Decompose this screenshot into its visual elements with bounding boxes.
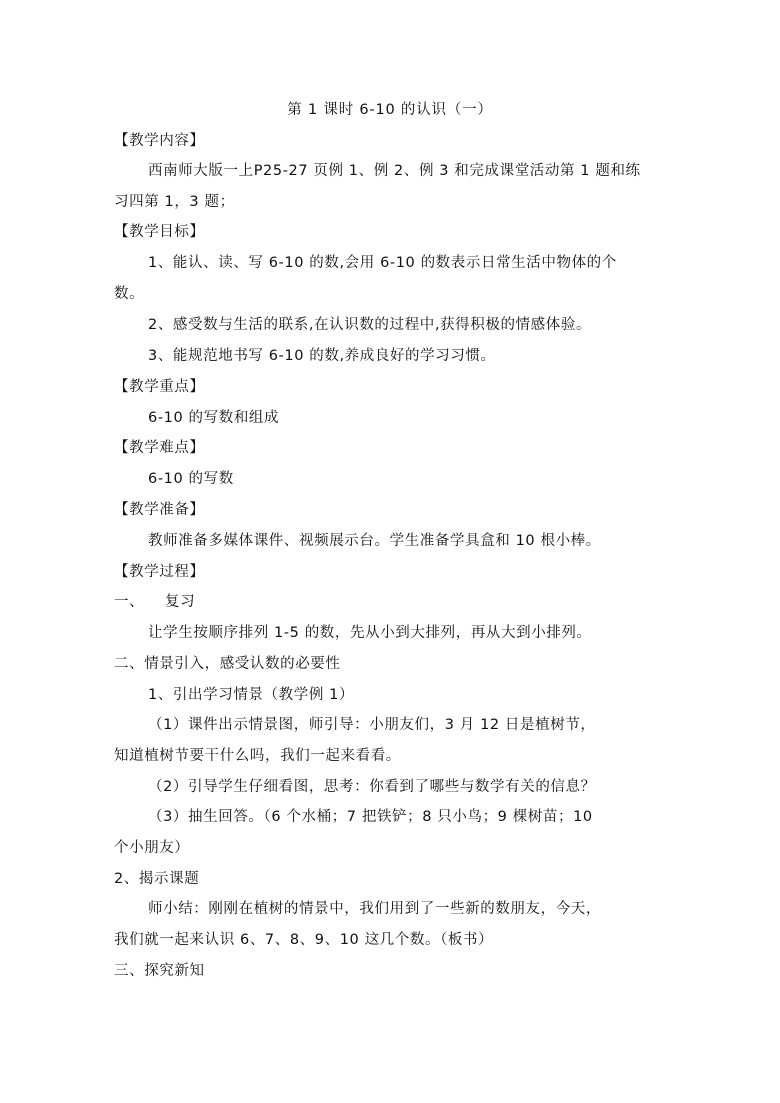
paragraph-line: 6-10 的写数 <box>148 471 234 487</box>
paragraph-line: 2、感受数与生活的联系,在认识数的过程中,获得积极的情感体验。 <box>148 317 592 333</box>
paragraph-line: 3、能规范地书写 6-10 的数,养成良好的学习习惯。 <box>148 348 496 364</box>
paragraph-line: 知道植树节要干什么吗，我们一起来看看。 <box>114 748 401 764</box>
section-heading-content: 【教学内容】 <box>114 133 205 149</box>
paragraph-line: 1、引出学习情景（教学例 1） <box>148 687 355 703</box>
paragraph-line: 6-10 的写数和组成 <box>148 410 280 426</box>
paragraph-line: 数。 <box>114 286 145 302</box>
section-heading-key-points: 【教学重点】 <box>114 379 205 395</box>
paragraph-line: （3）抽生回答。（6 个水桶；7 把铁铲；8 只小鸟；9 棵树苗；10 <box>148 809 593 825</box>
paragraph-line: 个小朋友） <box>114 840 190 856</box>
step-heading: 2、揭示课题 <box>114 871 200 887</box>
step-heading: 三、探究新知 <box>114 963 205 979</box>
paragraph-line: 我们就一起来认识 6、7、8、9、10 这几个数。（板书） <box>114 932 494 948</box>
step-heading: 二、情景引入，感受认数的必要性 <box>114 656 341 672</box>
paragraph-line: （1）课件出示情景图，师引导：小朋友们，3 月 12 日是植树节， <box>148 717 596 733</box>
paragraph-line: 1、能认、读、写 6-10 的数,会用 6-10 的数表示日常生活中物体的个 <box>148 255 617 271</box>
paragraph-line: 让学生按顺序排列 1-5 的数，先从小到大排列，再从大到小排列。 <box>148 625 592 641</box>
paragraph-line: 西南师大版一上P25-27 页例 1、例 2、例 3 和完成课堂活动第 1 题和练 <box>148 163 641 179</box>
section-heading-goals: 【教学目标】 <box>114 224 205 240</box>
section-heading-preparation: 【教学准备】 <box>114 502 205 518</box>
section-heading-process: 【教学过程】 <box>114 564 205 580</box>
paragraph-line: 师小结：刚刚在植树的情景中，我们用到了一些新的数朋友，今天， <box>148 901 601 917</box>
section-heading-difficulties: 【教学难点】 <box>114 440 205 456</box>
paragraph-line: 习四第 1，3 题； <box>114 194 235 210</box>
paragraph-line: 教师准备多媒体课件、视频展示台。学生准备学具盒和 10 根小棒。 <box>148 533 601 549</box>
page-title: 第 1 课时 6-10 的认识（一） <box>287 102 493 118</box>
paragraph-line: （2）引导学生仔细看图，思考：你看到了哪些与数学有关的信息？ <box>148 779 596 795</box>
step-heading: 一、 复习 <box>114 594 196 610</box>
